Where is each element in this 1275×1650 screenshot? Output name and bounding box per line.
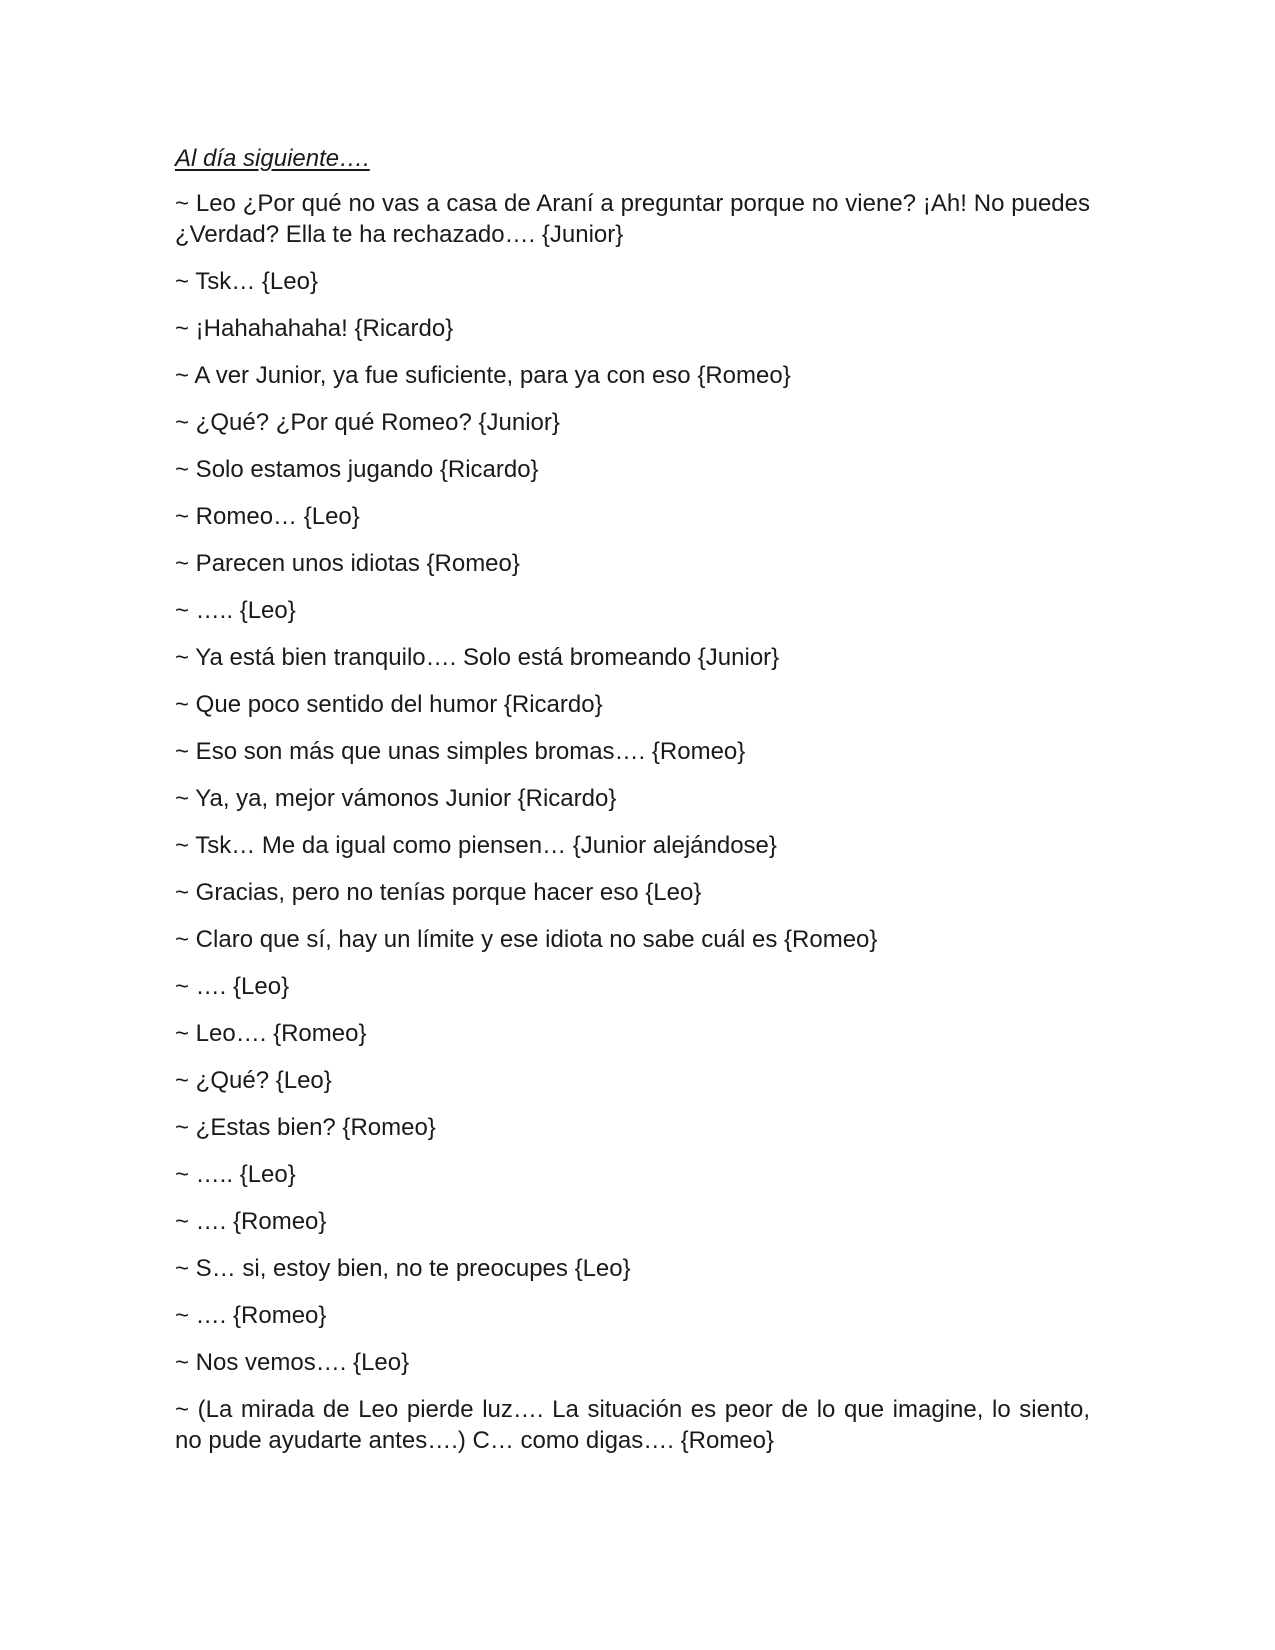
dialogue-line: ~ …. {Leo} bbox=[175, 973, 290, 1000]
dialogue-line: ~ ¿Estas bien? {Romeo} bbox=[175, 1114, 436, 1141]
dialogue-line: ~ Leo…. {Romeo} bbox=[175, 1020, 367, 1047]
dialogue-line: ~ …. {Romeo} bbox=[175, 1302, 327, 1329]
dialogue-line: ~ Parecen unos idiotas {Romeo} bbox=[175, 550, 520, 577]
dialogue-line: ~ ¿Qué? ¿Por qué Romeo? {Junior} bbox=[175, 409, 560, 436]
dialogue-line: ~ S… si, estoy bien, no te preocupes {Leo} bbox=[175, 1255, 631, 1282]
dialogue-line: ~ ….. {Leo} bbox=[175, 1161, 296, 1188]
dialogue-line: ~ Claro que sí, hay un límite y ese idiota no sabe cuál es {Romeo} bbox=[175, 926, 878, 953]
dialogue-line: ~ ….. {Leo} bbox=[175, 597, 296, 624]
document-body bbox=[175, 143, 1090, 1472]
section-heading: Al día siguiente…. bbox=[175, 145, 370, 172]
dialogue-line: ~ Romeo… {Leo} bbox=[175, 503, 360, 530]
dialogue-line: ~ Gracias, pero no tenías porque hacer eso {Leo} bbox=[175, 879, 702, 906]
dialogue-line: ~ Tsk… Me da igual como piensen… {Junior alejándose} bbox=[175, 832, 777, 859]
dialogue-line: ~ Nos vemos…. {Leo} bbox=[175, 1349, 410, 1376]
dialogue-line: ~ Leo ¿Por qué no vas a casa de Araní a preguntar porque no viene? ¡Ah! No puedes ¿Verdad? Ella te ha rechazado…. {Junior} bbox=[175, 190, 1090, 248]
dialogue-line: ~ Ya está bien tranquilo…. Solo está bromeando {Junior} bbox=[175, 644, 780, 671]
dialogue-line: ~ ¿Qué? {Leo} bbox=[175, 1067, 332, 1094]
dialogue-line: ~ (La mirada de Leo pierde luz…. La situación es peor de lo que imagine, lo siento, no pude ayudarte antes….) C… como digas…. {Romeo} bbox=[175, 1396, 1090, 1454]
dialogue-line: ~ ¡Hahahahaha! {Ricardo} bbox=[175, 315, 454, 342]
dialogue-line: ~ Tsk… {Leo} bbox=[175, 268, 318, 295]
dialogue-line: ~ Ya, ya, mejor vámonos Junior {Ricardo} bbox=[175, 785, 617, 812]
dialogue-line: ~ Solo estamos jugando {Ricardo} bbox=[175, 456, 539, 483]
dialogue-line: ~ Eso son más que unas simples bromas…. {Romeo} bbox=[175, 738, 746, 765]
dialogue-line: ~ A ver Junior, ya fue suficiente, para ya con eso {Romeo} bbox=[175, 362, 791, 389]
dialogue-line: ~ …. {Romeo} bbox=[175, 1208, 327, 1235]
dialogue-line: ~ Que poco sentido del humor {Ricardo} bbox=[175, 691, 603, 718]
